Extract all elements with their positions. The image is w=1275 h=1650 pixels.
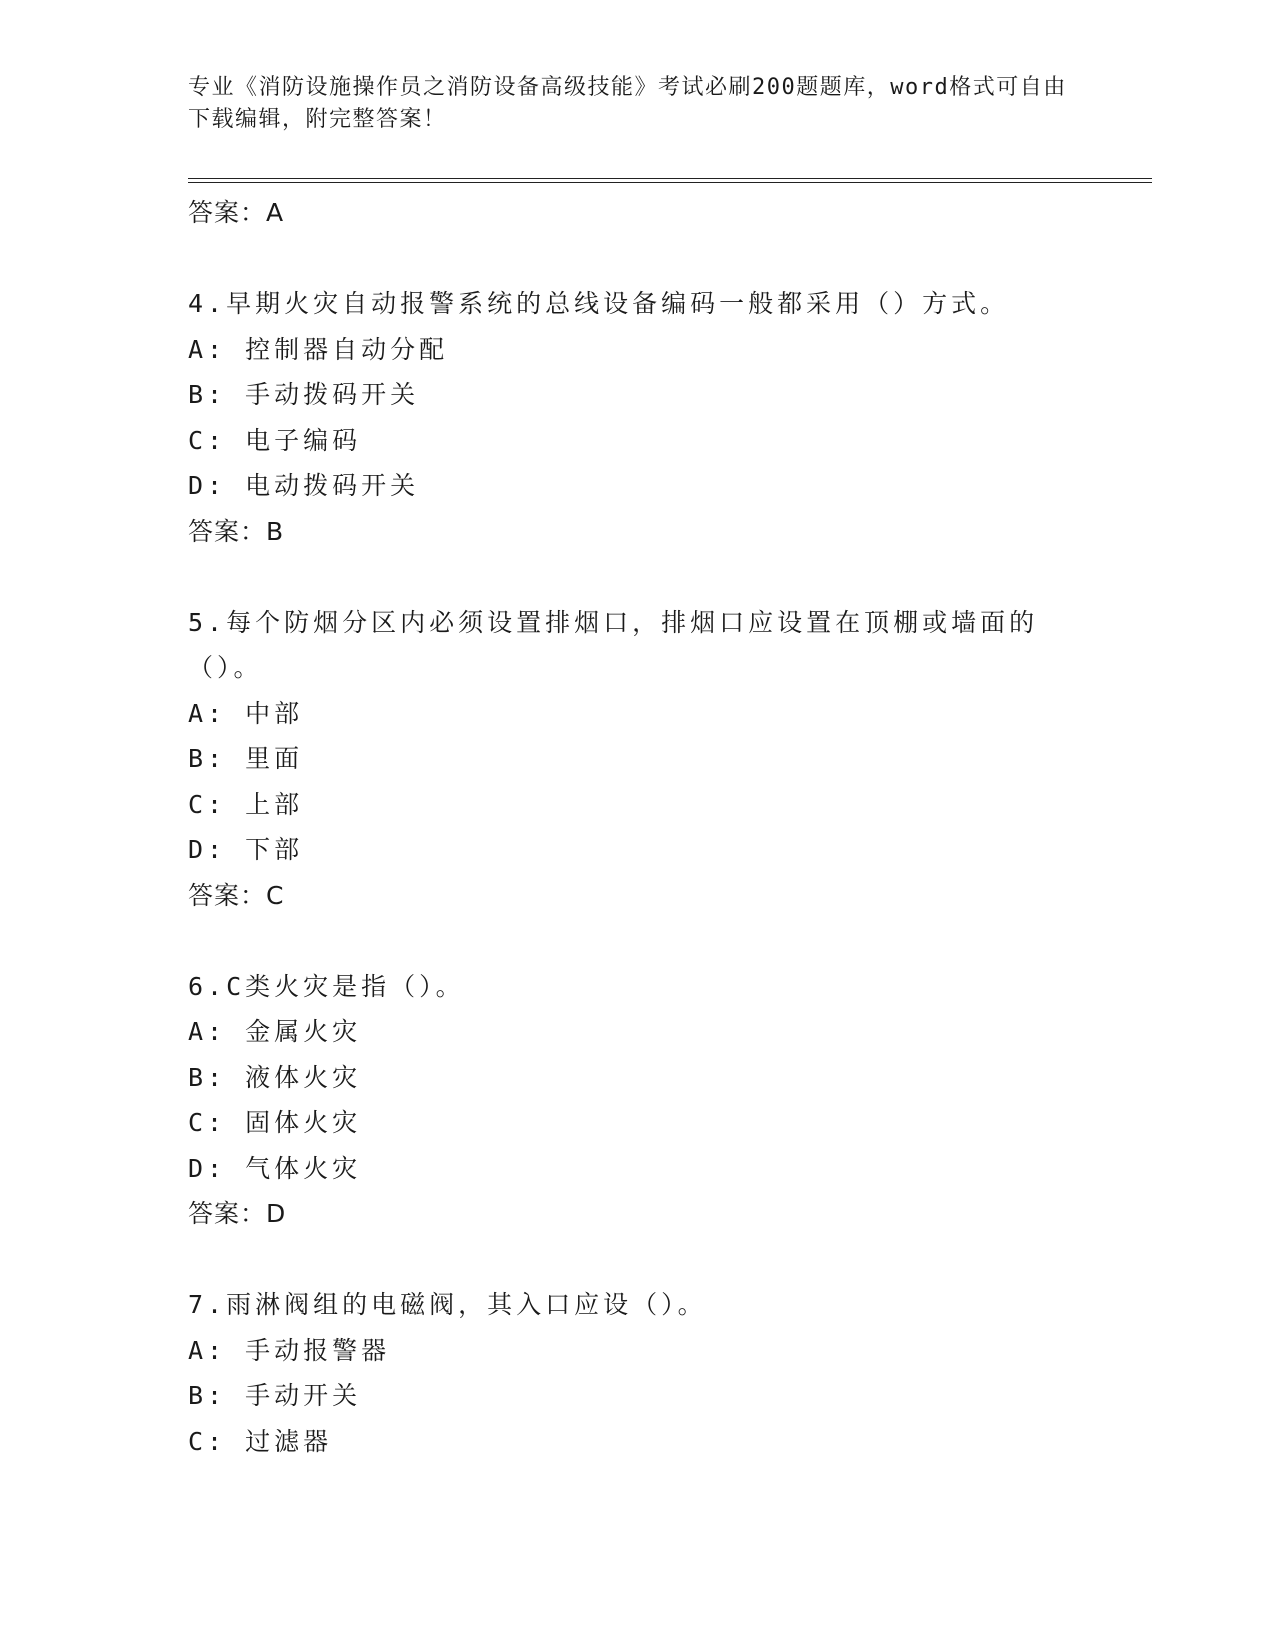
question-block — [188, 1282, 1088, 1464]
question-block — [188, 964, 1088, 1237]
answer-line: 答案：A — [188, 198, 285, 227]
question-block — [188, 281, 1088, 554]
option-a: A: 控制器自动分配 — [188, 334, 449, 364]
question-stem: 5.每个防烟分区内必须设置排烟口，排烟口应设置在顶棚或墙面的（）。 — [188, 607, 1039, 682]
option-d: D: 气体火灾 — [188, 1153, 362, 1183]
option-c: C: 上部 — [188, 789, 304, 819]
option-b: B: 手动开关 — [188, 1381, 362, 1410]
answer-line: 答案：B — [188, 516, 285, 546]
spacer — [188, 554, 1088, 600]
page-header: 专业《消防设施操作员之消防设备高级技能》考试必刷200题题库，word格式可自由下载编辑，附完整答案！ — [188, 75, 1067, 132]
header-divider — [188, 178, 1152, 183]
option-d: D: 下部 — [188, 835, 304, 864]
question-stem: 4.早期火灾自动报警系统的总线设备编码一般都采用（）方式。 — [188, 289, 1010, 318]
question-list — [188, 190, 1088, 1464]
option-b: B: 液体火灾 — [188, 1062, 362, 1092]
option-a: A: 中部 — [188, 698, 304, 728]
option-c: C: 电子编码 — [188, 425, 362, 455]
option-b: B: 里面 — [188, 744, 304, 773]
option-d: D: 电动拨码开关 — [188, 471, 420, 500]
spacer — [188, 236, 1088, 282]
option-a: A: 手动报警器 — [188, 1335, 391, 1365]
spacer — [188, 1237, 1088, 1283]
spacer — [188, 918, 1088, 964]
option-c: C: 固体火灾 — [188, 1108, 362, 1137]
question-stem: 6.C类火灾是指（）。 — [188, 971, 465, 1001]
question-stem: 7.雨淋阀组的电磁阀，其入口应设（）。 — [188, 1290, 707, 1319]
answer-line: 答案：D — [188, 1199, 287, 1228]
answer-line: 答案：C — [188, 880, 285, 910]
option-b: B: 手动拨码开关 — [188, 380, 420, 409]
question-block — [188, 600, 1088, 919]
option-c: C: 过滤器 — [188, 1426, 333, 1456]
option-a: A: 金属火灾 — [188, 1017, 362, 1046]
